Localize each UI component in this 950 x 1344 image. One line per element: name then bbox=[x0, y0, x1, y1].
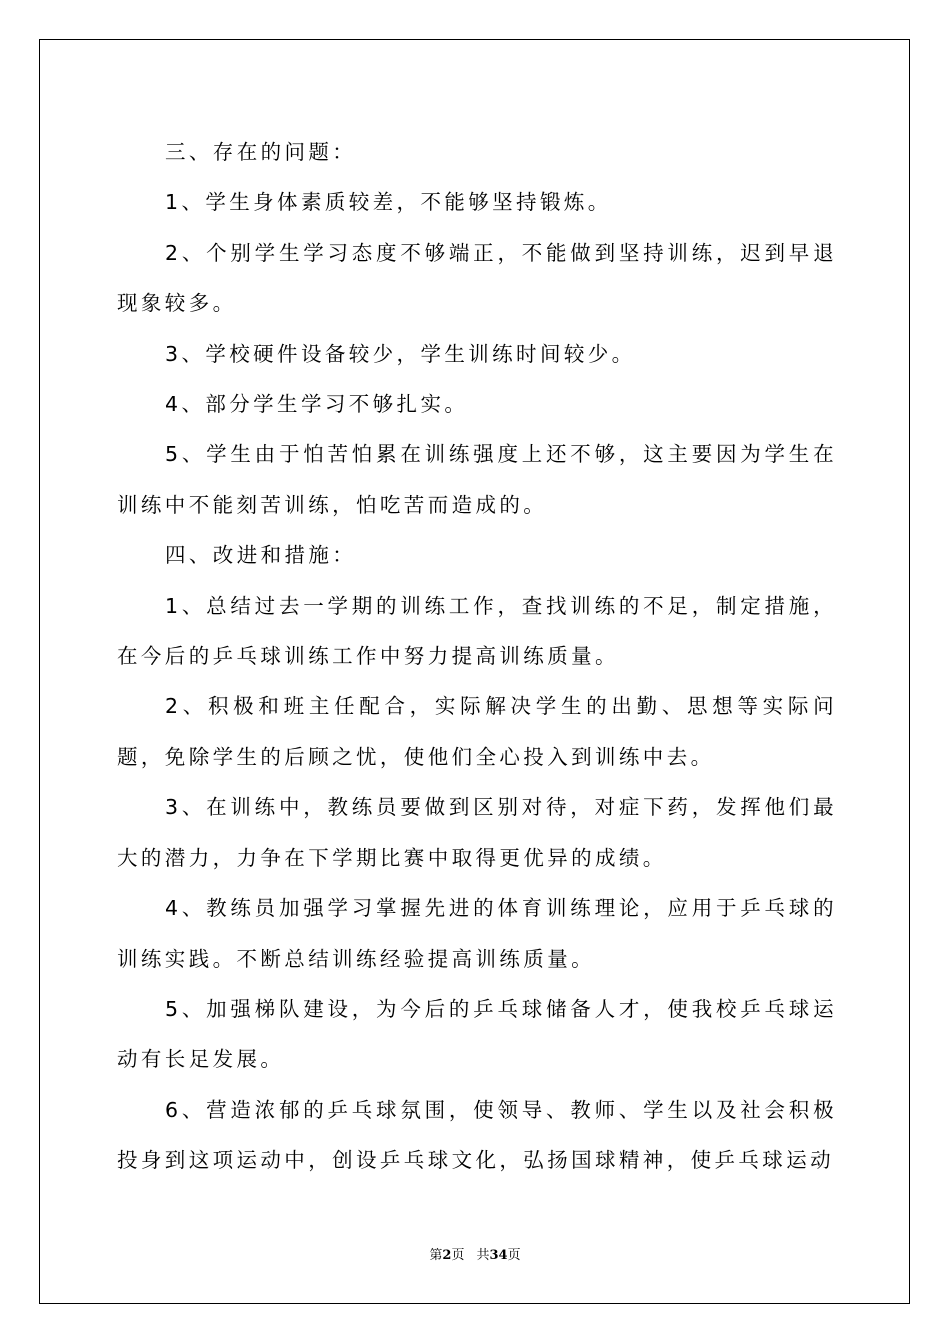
paragraph: 1、学生身体素质较差，不能够坚持锻炼。 bbox=[165, 190, 612, 215]
section-heading-improvements: 四、改进和措施： bbox=[165, 543, 357, 568]
paragraph: 5、学生由于怕苦怕累在训练强度上还不够，这主要因为学生在训练中不能刻苦训练，怕吃苦而造成的。 bbox=[117, 442, 837, 517]
paragraph: 5、加强梯队建设，为今后的乒乓球储备人才，使我校乒乓球运动有长足发展。 bbox=[117, 996, 837, 1072]
total-pages-label: 共34页 bbox=[476, 1248, 521, 1263]
page-number-label: 第2页 bbox=[429, 1248, 465, 1263]
page-footer bbox=[0, 1248, 950, 1264]
paragraph: 4、部分学生学习不够扎实。 bbox=[165, 392, 469, 417]
paragraph: 3、在训练中，教练员要做到区别对待，对症下药，发挥他们最大的潜力，力争在下学期比赛中取得更优异的成绩。 bbox=[117, 795, 837, 870]
paragraph: 2、积极和班主任配合，实际解决学生的出勤、思想等实际问题，免除学生的后顾之忧，使他们全心投入到训练中去。 bbox=[117, 694, 837, 769]
section-heading-problems: 三、存在的问题： bbox=[165, 140, 357, 164]
paragraph: 2、个别学生学习态度不够端正，不能做到坚持训练，迟到早退现象较多。 bbox=[117, 240, 837, 316]
paragraph: 4、教练员加强学习掌握先进的体育训练理论，应用于乒乓球的训练实践。不断总结训练经验提高训练质量。 bbox=[117, 896, 837, 971]
paragraph: 1、总结过去一学期的训练工作，查找训练的不足，制定措施，在今后的乒乓球训练工作中努力提高训练质量。 bbox=[117, 593, 837, 669]
paragraph: 3、学校硬件设备较少，学生训练时间较少。 bbox=[165, 341, 636, 366]
paragraph: 6、营造浓郁的乒乓球氛围，使领导、教师、学生以及社会积极投身到这项运动中，创设乒乓球文化，弘扬国球精神，使乒乓球运动 bbox=[117, 1097, 837, 1173]
document-body bbox=[117, 127, 837, 1186]
